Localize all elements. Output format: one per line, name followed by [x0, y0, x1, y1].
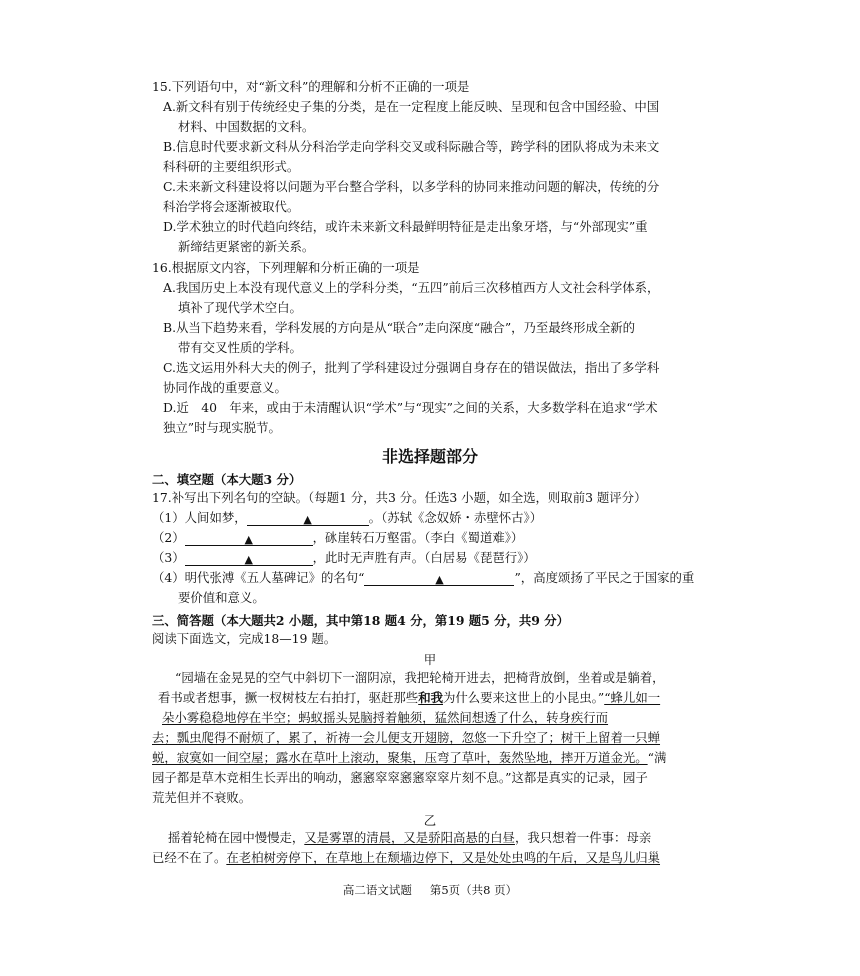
passage-jia-line5: [152, 750, 666, 766]
q17-item-4-suffix: ”，高度颂扬了平民之于国家的重: [514, 570, 695, 585]
q16-option-c-line2: 协同作战的重要意义。: [163, 380, 287, 395]
passage-yi-line1-b: 又是雾罩的清晨，又是骄阳高悬的白昼: [304, 830, 515, 845]
passage-jia-line6: 园子都是草木竞相生长弄出的响动，窸窸窣窣窸窸窣窣片刻不息。”这都是真实的记录，园子: [152, 770, 648, 785]
q16-option-a-line1: A.我国历史上本没有现代意义上的学科分类，“五四”前后三次移植西方人文社会科学体系，: [163, 280, 660, 295]
q17-item-1: [152, 510, 542, 526]
passage-jia-line2-b: 和我: [418, 690, 443, 705]
passage-jia-line2: [158, 690, 660, 706]
section-3-title: 三、简答题（本大题共2 小题，其中第18 题4 分，第19 题5 分，共9 分）: [152, 613, 570, 628]
passage-jia-label: 甲: [423, 652, 437, 667]
passage-jia-line5-a: 蜕，寂寞如一间空屋；露水在草叶上滚动，聚集，压弯了草叶，轰然坠地，摔开万道金光。: [152, 750, 648, 765]
q17-item-3-suffix: ，此时无声胜有声。（白居易《琵琶行》）: [312, 550, 536, 565]
q16-stem: 16.根据原文内容，下列理解和分析正确的一项是: [152, 260, 420, 275]
footer-title: 高二语文试题: [342, 883, 412, 897]
q17-blank-1[interactable]: [247, 511, 369, 526]
q16-option-d-line2: 独立”时与现实脱节。: [163, 420, 281, 435]
q17-item-3: [152, 550, 536, 566]
passage-yi-line1: [168, 830, 651, 846]
passage-yi-line2-b: 在老柏树旁停下，在草地上在颓墙边停下，又是处处虫鸣的午后，又是鸟儿归巢: [226, 850, 661, 865]
passage-jia-line2-a: 看书或者想事，撅一杈树枝左右拍打，驱赶那些: [158, 690, 419, 705]
q15-option-c-line2: 科治学将会逐渐被取代。: [163, 199, 300, 214]
q17-item-4-prefix: （4）明代张溥《五人墓碑记》的名句“: [152, 570, 365, 585]
q17-blank-4[interactable]: [364, 571, 514, 586]
q17-blank-2[interactable]: [185, 531, 313, 546]
blank-mark: ▲: [303, 513, 312, 526]
blank-mark: ▲: [244, 533, 253, 546]
q16-option-b-line1: B.从当下趋势来看，学科发展的方向是从“联合”走向深度“融合”，乃至最终形成全新的: [163, 320, 636, 335]
passage-jia-line5-b: “满: [647, 750, 667, 765]
passage-jia-line1: “园墙在金晃晃的空气中斜切下一溜阴凉，我把轮椅开进去，把椅背放倒，坐着或是躺着，: [175, 670, 665, 685]
q15-option-d-line2: 新缔结更紧密的新关系。: [178, 239, 315, 254]
q17-item-3-prefix: （3）: [152, 550, 185, 565]
blank-mark: ▲: [244, 553, 253, 566]
passage-jia-line4: 去；瓢虫爬得不耐烦了，累了，祈祷一会儿便支开翅膀，忽悠一下升空了；树干上留着一只蝉: [152, 730, 661, 745]
q17-item-2: [152, 530, 523, 546]
q16-option-a-line2: 填补了现代学术空白。: [178, 300, 302, 315]
q15-option-a-line1: A.新文科有别于传统经史子集的分类，是在一定程度上能反映、呈现和包含中国经验、中国: [163, 99, 660, 114]
q17-item-1-prefix: （1）人间如梦，: [152, 510, 247, 525]
passage-jia-line3: 朵小雾稳稳地停在半空；蚂蚁摇头晃脑捋着触须，猛然间想透了什么，转身疾行而: [162, 710, 609, 725]
q16-option-c-line1: C.选文运用外科大夫的例子，批判了学科建设过分强调自身存在的错误做法，指出了多学科: [163, 360, 660, 375]
passage-jia-line7: 荒芜但并不衰败。: [152, 790, 252, 805]
q15-option-a-line2: 材料、中国数据的文科。: [178, 119, 315, 134]
q16-option-d-line1: D.近 40 年来，或由于未清醒认识“学术”与“现实”之间的关系，大多数学科在追求“学术: [163, 400, 658, 415]
q15-stem: 15.下列语句中，对“新文科”的理解和分析不正确的一项是: [152, 79, 470, 94]
footer-page-number: 第5页（共8 页）: [429, 883, 518, 897]
q17-item-1-suffix: 。（苏轼《念奴娇・赤壁怀古》）: [368, 510, 543, 525]
q16-option-b-line2: 带有交叉性质的学科。: [178, 340, 302, 355]
q15-option-d-line1: D.学术独立的时代趋向终结，或许未来新文科最鲜明特征是走出象牙塔，与“外部现实”重: [163, 219, 648, 234]
passage-yi-label: 乙: [423, 813, 437, 828]
passage-yi-line2: [152, 850, 660, 866]
q17-item-4: [152, 570, 694, 586]
q17-stem: 17.补写出下列名句的空缺。（每题1 分，共3 分。任选3 小题，如全选，则取前3 题评分）: [152, 490, 647, 505]
passage-yi-line1-a: 摇着轮椅在园中慢慢走，: [168, 830, 305, 845]
passage-yi-line1-c: ，我只想着一件事：母亲: [514, 830, 652, 845]
q15-option-b-line1: B.信息时代要求新文科从分科治学走向学科交叉或科际融合等，跨学科的团队将成为未来文: [163, 139, 660, 154]
q17-item-4-line2: 要价值和意义。: [178, 590, 265, 605]
page-footer: [0, 882, 860, 898]
passage-jia-line2-d: “蜂儿如一: [604, 690, 661, 705]
section-2-title: 二、填空题（本大题3 分）: [152, 472, 302, 487]
q15-option-b-line2: 科科研的主要组织形式。: [163, 159, 300, 174]
q17-item-2-prefix: （2）: [152, 530, 185, 545]
q15-option-c-line1: C.未来新文科建设将以问题为平台整合学科，以多学科的协同来推动问题的解决，传统的分: [163, 179, 660, 194]
q17-item-2-suffix: ，砯崖转石万壑雷。（李白《蜀道难》）: [312, 530, 524, 545]
q17-blank-3[interactable]: [185, 551, 313, 566]
section-3-intro: 阅读下面选文，完成18—19 题。: [152, 631, 337, 646]
blank-mark: ▲: [435, 573, 444, 586]
part-title: 非选择题部分: [381, 447, 478, 466]
passage-yi-line2-a: 已经不在了。: [152, 850, 227, 865]
passage-jia-line2-c: 为什么要来这世上的小昆虫。”: [442, 690, 605, 705]
